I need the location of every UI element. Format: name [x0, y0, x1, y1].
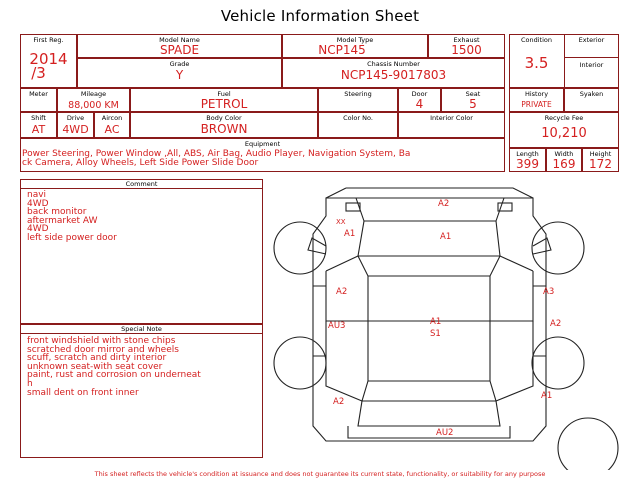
damage-mark: AU2 [436, 428, 454, 438]
damage-mark: S1 [430, 329, 441, 339]
recycle-fee-label: Recycle Fee [544, 114, 584, 122]
fuel-value: PETROL [200, 97, 248, 111]
special-note-header-divider [20, 333, 263, 334]
width-value: 169 [552, 157, 576, 171]
condition-value: 3.5 [524, 54, 549, 72]
body-color-label: Body Color [206, 114, 242, 122]
model-type-label: Model Type [336, 36, 374, 44]
damage-mark: A2 [550, 319, 562, 329]
comment-line: aftermarket AW [27, 215, 98, 226]
special-note-line: front windshield with stone chips [27, 336, 176, 346]
damage-mark: A2 [333, 397, 345, 407]
exhaust-label: Exhaust [453, 36, 480, 44]
shift-value: AT [31, 123, 46, 136]
chassis-label: Chassis Number [367, 60, 420, 68]
condition-label: Condition [520, 36, 553, 44]
height-label: Height [589, 150, 612, 158]
height-value: 172 [589, 157, 612, 171]
drive-label: Drive [66, 114, 85, 122]
drive-value: 4WD [62, 123, 89, 136]
special-note-line: unknown seat-with seat cover [27, 361, 163, 372]
equipment-label: Equipment [244, 140, 281, 148]
shift-label: Shift [31, 114, 46, 122]
spare-wheel-icon [558, 418, 618, 470]
fuel-label: Fuel [217, 90, 231, 98]
grade-value: Y [175, 68, 184, 82]
damage-mark: AU3 [328, 321, 346, 331]
wheel-front-right-icon [532, 222, 584, 274]
damage-mark: A2 [438, 199, 450, 209]
special-note-line: h [27, 378, 33, 389]
special-note-label: Special Note [121, 325, 162, 333]
first-reg-label: First Reg. [33, 36, 64, 44]
door-label: Door [411, 90, 428, 98]
damage-mark: A2 [336, 287, 348, 297]
recycle-fee-value: 10,210 [541, 126, 587, 141]
aircon-label: Aircon [101, 114, 123, 122]
damage-mark: A1 [430, 317, 442, 327]
car-damage-diagram [268, 176, 620, 470]
chassis-value: NCP145-9017803 [340, 68, 447, 82]
history-label: History [524, 90, 549, 98]
wheel-rear-right-icon [532, 337, 584, 389]
length-value: 399 [516, 157, 539, 171]
disclaimer-footer: This sheet reflects the vehicle's condition at issuance and does not guarantee its current state, functionality, or suitability for any purpose [94, 470, 546, 478]
first-reg-year: 2014 [29, 50, 68, 68]
model-name-label: Model Name [159, 36, 200, 44]
meter-label: Meter [29, 90, 48, 98]
interior-color-label: Interior Color [430, 114, 473, 122]
comment-header-divider [20, 188, 263, 189]
damage-mark: A1 [541, 391, 553, 401]
equipment-line-2: ck Camera, Alloy Wheels, Left Side Power Slide Door [22, 158, 259, 168]
body-color-value: BROWN [200, 122, 248, 136]
comment-line: 4WD [27, 198, 49, 209]
color-no-label: Color No. [343, 114, 373, 122]
model-type-value: NCP145 [318, 43, 366, 57]
wheel-rear-left-icon [274, 337, 326, 389]
width-label: Width [554, 150, 574, 158]
comment-line: 4WD [27, 224, 49, 235]
special-note-line: small dent on front inner [27, 387, 139, 398]
mileage-value: 88,000 KM [68, 100, 119, 111]
model-name-value: SPADE [159, 43, 200, 57]
length-label: Length [516, 150, 539, 158]
aircon-value: AC [104, 123, 120, 136]
interior-label: Interior [579, 61, 604, 69]
door-value: 4 [415, 97, 424, 111]
wheel-front-left-icon [274, 222, 326, 274]
special-note-line: scuff, scratch and dirty interior [27, 353, 167, 364]
seat-value: 5 [469, 97, 477, 111]
special-note-lines [27, 337, 201, 397]
comment-line: left side power door [27, 232, 117, 243]
special-note-line: paint, rust and corrosion on underneat [27, 370, 201, 381]
seat-label: Seat [465, 90, 481, 98]
grade-label: Grade [169, 60, 190, 68]
comment-lines [27, 191, 117, 243]
damage-mark: XX [336, 218, 346, 226]
damage-mark: A1 [440, 232, 452, 242]
first-reg-month: /3 [31, 64, 46, 82]
damage-mark: A1 [344, 229, 356, 239]
mileage-label: Mileage [80, 90, 107, 98]
comment-label: Comment [125, 180, 158, 188]
comment-line: navi [27, 190, 47, 200]
steering-label: Steering [344, 90, 372, 98]
sheet-title: Vehicle Information Sheet [220, 7, 420, 25]
special-note-line: scratched door mirror and wheels [27, 344, 179, 355]
comment-line: back monitor [27, 207, 87, 218]
history-value: PRIVATE [521, 100, 552, 109]
damage-mark: A3 [543, 287, 555, 297]
exterior-label: Exterior [578, 36, 605, 44]
syaken-label: Syaken [579, 90, 604, 98]
equipment-line-1: Power Steering, Power Window ,All, ABS, Air Bag, Audio Player, Navigation System, Ba [22, 149, 411, 159]
exterior-divider [564, 57, 619, 58]
exhaust-value: 1500 [451, 43, 482, 57]
